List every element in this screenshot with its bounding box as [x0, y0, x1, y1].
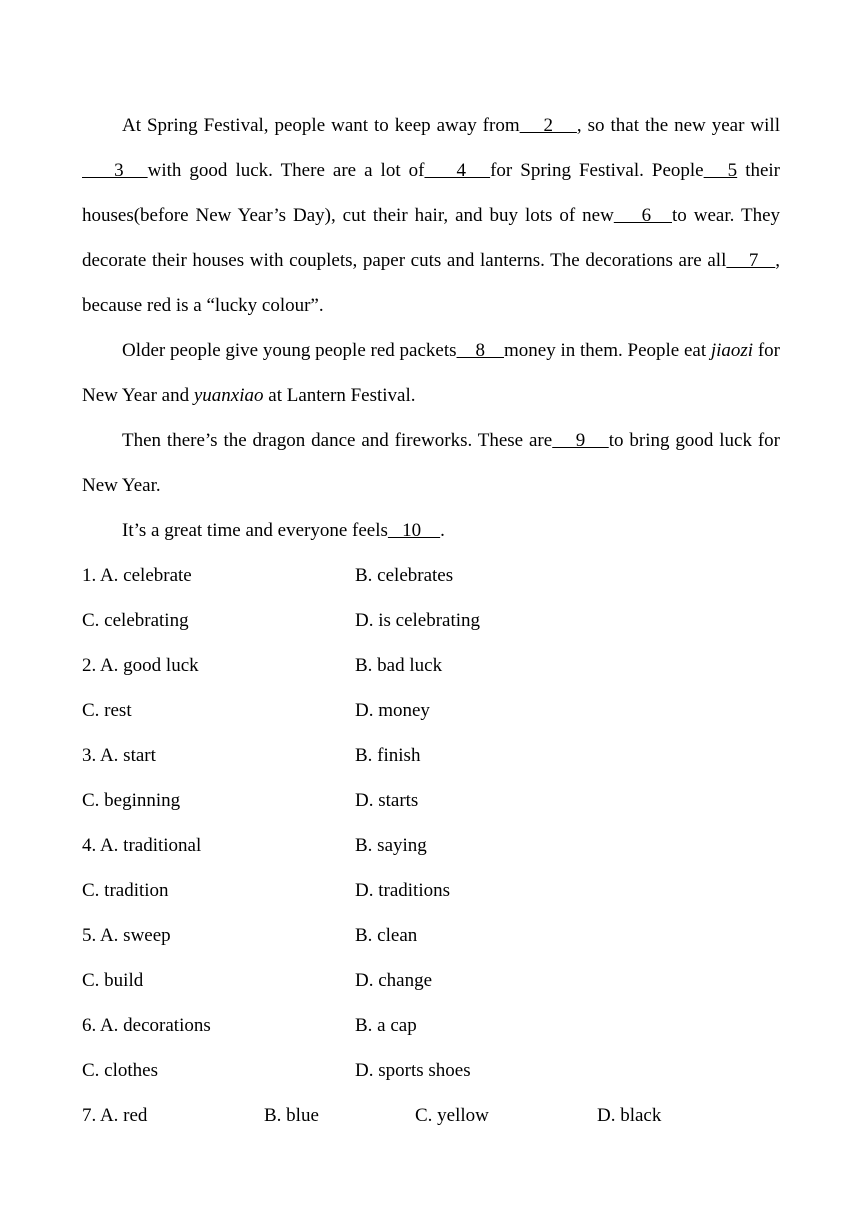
option-2b: B. bad luck — [355, 655, 443, 676]
option-7c: C. yellow — [415, 1105, 489, 1126]
option-1a: 1. A. celebrate — [82, 565, 192, 586]
blank-9: 9 — [552, 430, 609, 451]
option-4d: D. traditions — [355, 880, 450, 901]
passage-text: Older people give young people red packets — [122, 340, 457, 361]
passage-text: their houses(before New Year’s Day), cut their hair, and buy lots of new — [82, 160, 781, 226]
option-7b: B. blue — [264, 1105, 319, 1126]
passage-text: Then there’s the dragon dance and fireworks. These are — [122, 430, 553, 451]
option-4c: C. tradition — [82, 880, 169, 901]
passage-text: , because red is a “lucky colour”. — [82, 250, 781, 316]
option-2d: D. money — [355, 700, 430, 721]
question-2-row-2 — [82, 688, 780, 733]
option-6d: D. sports shoes — [355, 1060, 471, 1081]
option-7d: D. black — [597, 1105, 662, 1126]
option-6a: 6. A. decorations — [82, 1015, 211, 1036]
passage-text: with good luck. There are a lot of — [147, 160, 425, 181]
question-7-row — [82, 1093, 780, 1138]
question-4-row-1 — [82, 823, 780, 868]
option-5d: D. change — [355, 970, 433, 991]
option-4a: 4. A. traditional — [82, 835, 202, 856]
question-3-row-1 — [82, 733, 780, 778]
blank-7: 7 — [726, 250, 776, 271]
blank-3: 3 — [82, 160, 148, 181]
option-5c: C. build — [82, 970, 144, 991]
question-6-row-1 — [82, 1003, 780, 1048]
passage-paragraph-3 — [82, 418, 780, 508]
passage-paragraph-4 — [82, 508, 780, 553]
passage-text: , so that the new year will — [576, 115, 780, 136]
passage-text: money in them. People eat — [504, 340, 711, 361]
passage-text: At Spring Festival, people want to keep away from — [122, 115, 520, 136]
option-5a: 5. A. sweep — [82, 925, 171, 946]
passage-text: It’s a great time and everyone feels — [122, 520, 388, 541]
question-1-row-2 — [82, 598, 780, 643]
passage-text: at Lantern Festival. — [263, 385, 416, 406]
passage-paragraph-2 — [82, 328, 780, 418]
question-5-row-2 — [82, 958, 780, 1003]
option-1b: B. celebrates — [355, 565, 454, 586]
option-3a: 3. A. start — [82, 745, 156, 766]
option-2a: 2. A. good luck — [82, 655, 199, 676]
option-1d: D. is celebrating — [355, 610, 481, 631]
option-7a: 7. A. red — [82, 1105, 148, 1126]
passage-paragraph-1 — [82, 103, 780, 328]
question-2-row-1 — [82, 643, 780, 688]
italic-word: yuanxiao — [193, 385, 264, 406]
passage-text: to bring good luck for New Year. — [82, 430, 780, 496]
option-3b: B. finish — [355, 745, 421, 766]
document-page — [82, 103, 780, 1138]
passage-text: for New Year and — [82, 340, 780, 406]
blank-8: 8 — [456, 340, 505, 361]
options-list — [82, 553, 780, 1138]
option-6c: C. clothes — [82, 1060, 158, 1081]
option-5b: B. clean — [355, 925, 418, 946]
question-4-row-2 — [82, 868, 780, 913]
option-1c: C. celebrating — [82, 610, 189, 631]
option-3d: D. starts — [355, 790, 419, 811]
question-5-row-1 — [82, 913, 780, 958]
option-3c: C. beginning — [82, 790, 181, 811]
option-6b: B. a cap — [355, 1015, 417, 1036]
passage-text: for Spring Festival. People — [490, 160, 704, 181]
question-1-row-1 — [82, 553, 780, 598]
blank-6: 6 — [613, 205, 672, 226]
blank-5: 5 — [703, 160, 738, 181]
blank-10: 10 — [387, 520, 441, 541]
passage-text: to wear. They decorate their houses with couplets, paper cuts and lanterns. The decorations are all — [82, 205, 781, 271]
question-3-row-2 — [82, 778, 780, 823]
blank-4: 4 — [424, 160, 491, 181]
option-4b: B. saying — [355, 835, 427, 856]
italic-word: jiaozi — [710, 340, 754, 361]
blank-2: 2 — [519, 115, 577, 136]
option-2c: C. rest — [82, 700, 132, 721]
passage-text: . — [440, 520, 445, 541]
question-6-row-2 — [82, 1048, 780, 1093]
